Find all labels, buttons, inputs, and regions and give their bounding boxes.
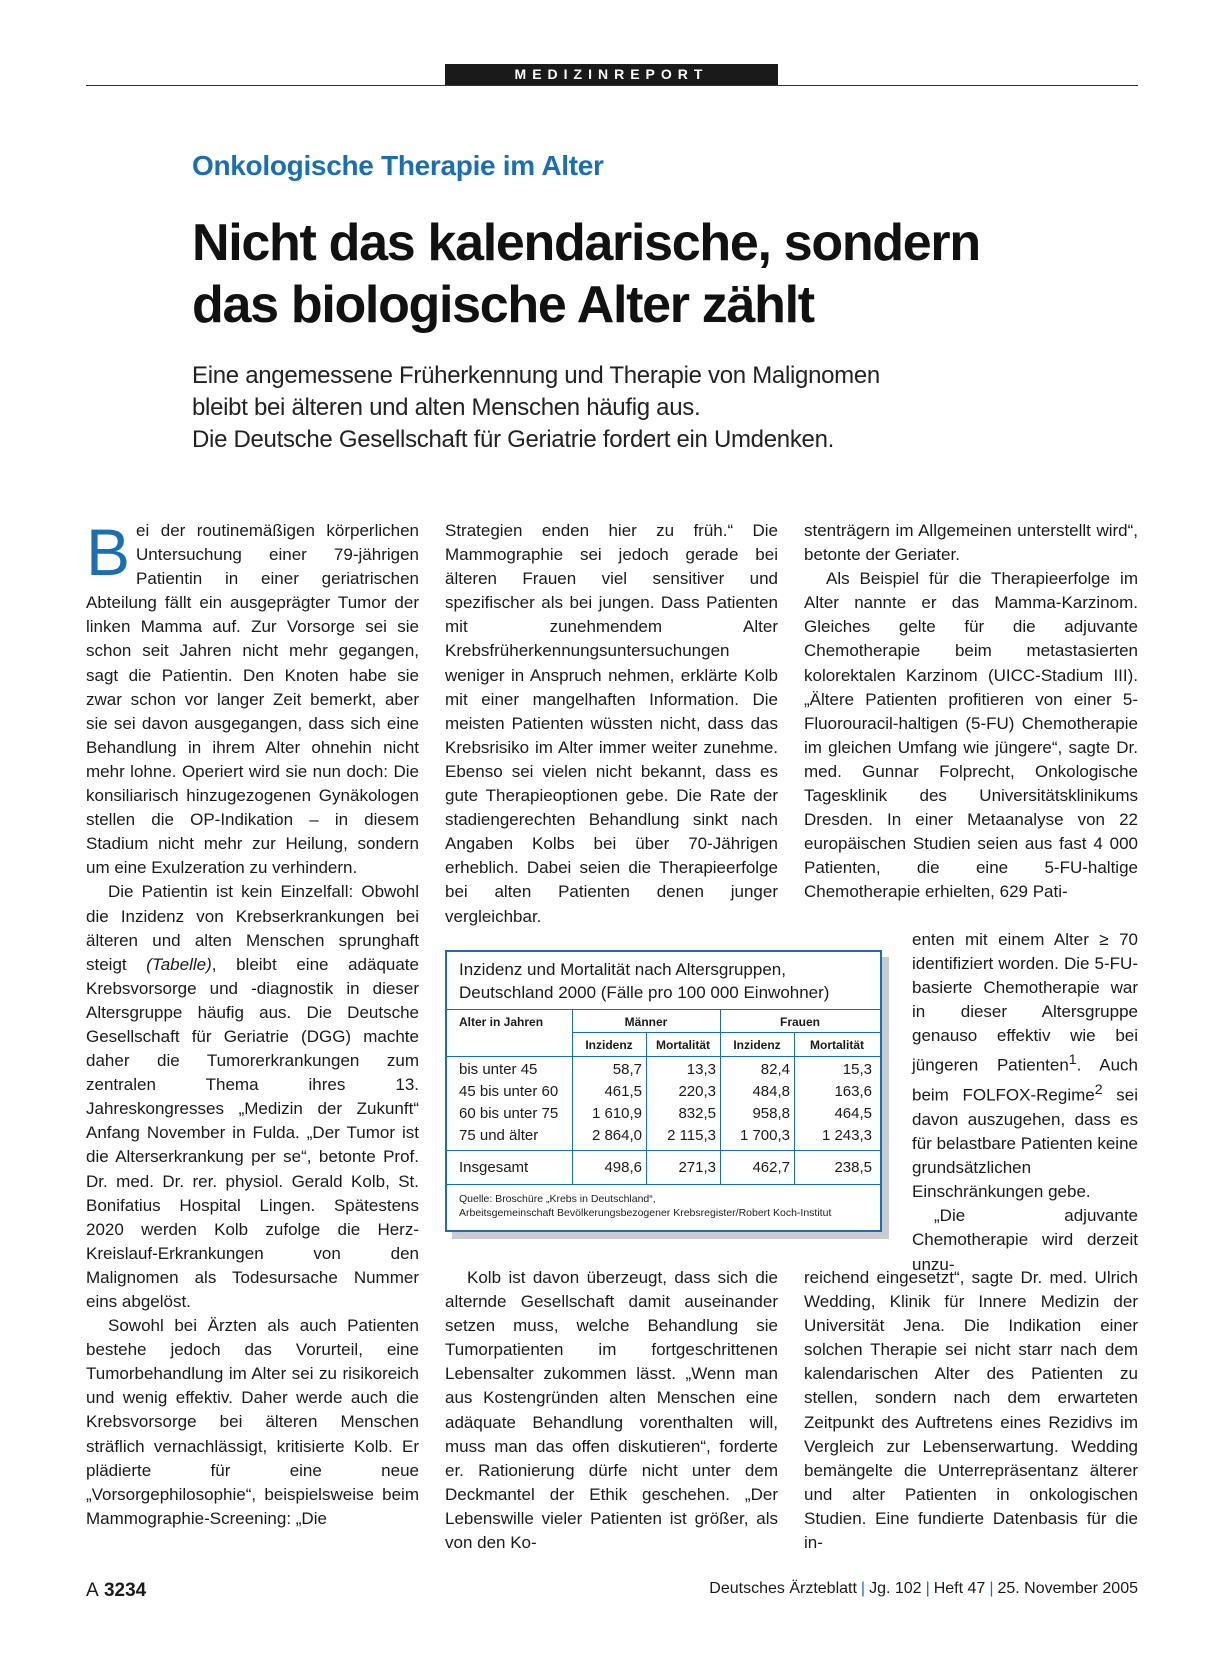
table-row — [447, 1081, 880, 1103]
paragraph-text: Die Patientin ist kein Einzelfall: Obwohl die Inzidenz von Krebserkrankungen bei älteren und alten Menschen sprunghaft steigt — [86, 882, 419, 974]
page-number-value: 3234 — [103, 1580, 147, 1601]
article-kicker: Onkologische Therapie im Alter — [192, 150, 604, 181]
cell-women-mortality: 15,3 — [842, 1061, 872, 1078]
cell-men-mortality: 832,5 — [678, 1105, 716, 1122]
cell-women-incidence: 462,7 — [752, 1159, 790, 1176]
table-reference: (Tabelle) — [146, 954, 212, 974]
paragraph-text: enten mit einem Alter ≥ 70 identifiziert worden. Die 5-FU-basierte Chemotherapie war in dieser Altersgruppe genauso effektiv wie bei jüngeren Patienten — [912, 930, 1138, 1076]
cell-women-mortality: 1 243,3 — [821, 1127, 872, 1144]
deck-line-1: Eine angemessene Früherkennung und Therapie von Malignomen — [192, 362, 880, 389]
paragraph — [912, 928, 1138, 1204]
footer-separator: | — [860, 1580, 866, 1597]
subheader-incidence: Inzidenz — [733, 1038, 781, 1052]
table-row — [447, 1059, 880, 1081]
footer-separator: | — [989, 1580, 994, 1597]
journal-date: 25. November 2005 — [997, 1580, 1138, 1597]
table-source-line-1: Quelle: Broschüre „Krebs in Deutschland“, — [459, 1193, 656, 1205]
paragraph: Sowohl bei Ärzten als auch Patienten bestehe jedoch das Vorurteil, eine Tumorbehandlung im Alter sei zu risikoreich und wenig effektiv. Daher werde auch die Krebsvorsorge bei älteren Menschen sträflich vernachlässigt, kritisierte Kolb. Er plädierte für eine neue „Vorsorgephilosophie“, beispielsweise beim Mammographie-Screening: „Die — [86, 1316, 419, 1528]
cell-women-incidence: 1 700,3 — [739, 1127, 790, 1144]
paragraph: reichend eingesetzt“, sagte Dr. med. Ulrich Wedding, Klinik für Innere Medizin der Universität Jena. Die Indikation einer solchen Therapie sei nicht starr nach dem kalendarischen Alter des Patienten zu stellen, sondern nach dem erwarteten Zeitpunkt des Auftretens eines Rezidivs im Vergleich zur Lebenserwartung. Wedding bemängelte die Unterrepräsentanz älterer und alter Patienten in onkologischen Studien. Eine fundierte Datenbasis für die in- — [804, 1268, 1138, 1553]
row-label: 45 bis unter 60 — [459, 1083, 559, 1100]
table-source-line-2: Arbeitsgemeinschaft Bevölkerungsbezogener Krebsregister/Robert Koch-Institut — [459, 1207, 832, 1219]
paragraph: stenträgern im Allgemeinen unterstellt wird“, betonte der Geriater. — [804, 521, 1138, 565]
cell-women-incidence: 484,8 — [752, 1083, 790, 1100]
col-header-age: Alter in Jahren — [459, 1015, 544, 1029]
table-source — [459, 1192, 874, 1220]
paragraph — [86, 515, 419, 880]
footnote-ref: 1 — [1068, 1052, 1077, 1069]
cell-women-incidence: 958,8 — [752, 1105, 790, 1122]
table-title-line-1: Inzidenz und Mortalität nach Altersgruppen, — [459, 960, 786, 979]
page-number — [86, 1580, 146, 1602]
page-prefix: A — [86, 1580, 99, 1601]
incidence-mortality-table — [445, 950, 882, 1232]
headline-line-2: das biologische Alter zählt — [192, 276, 814, 334]
footnote-ref: 2 — [1094, 1082, 1103, 1099]
paragraph: Strategien enden hier zu früh.“ Die Mammographie sei jedoch gerade bei älteren Frauen viel sensitiver und spezifischer als bei jungen. Dass Patienten mit zunehmendem Alter Krebsfrüherkennungsuntersuchungen weniger in Anspruch nehmen, erklärte Kolb mit einer mangelhaften Information. Die meisten Patienten wüssten nicht, dass das Krebsrisiko im Alter immer weiter zunehme. Ebenso sei vielen nicht bekannt, dass es gute Therapieoptionen gebe. Die Rate der stadiengerechten Behandlung sinkt nach Angaben Kolbs bei über 70-Jährigen erheblich. Dabei seien die Therapieerfolge bei alten Patienten denen junger vergleichbar. — [445, 521, 778, 926]
subheader-incidence: Inzidenz — [585, 1038, 633, 1052]
paragraph-text: ei der routinemäßigen körperlichen Untersuchung einer 79-jährigen Patientin in einer geriatrischen Abteilung fällt ein ausgeprägter Tumor der linken Mamma auf. Zur Vorsorge sei sie schon seit Jahren nicht mehr gegangen, sagt die Patientin. Den Knoten habe sie zwar schon vor langer Zeit bemerkt, aber sie sei davon ausgegangen, dass sich eine Behandlung in ihrem Alter ohnehin nicht mehr lohne. Operiert wird sie nun doch: Die konsiliarisch hinzugezogenen Gynäkologen stellen die OP-Indikation – in diesem Stadium nicht mehr zur Heilung, sondern um eine Exulzeration zu verhindern. — [86, 521, 419, 878]
subheader-mortality: Mortalität — [810, 1038, 864, 1052]
cell-men-mortality: 2 115,3 — [667, 1127, 716, 1144]
cell-women-mortality: 238,5 — [834, 1159, 872, 1176]
top-rule — [86, 85, 1138, 86]
cell-men-incidence: 461,5 — [604, 1083, 642, 1100]
journal-footer — [709, 1580, 1138, 1598]
paragraph: „Die adjuvante Chemotherapie wird derzeit unzu- — [912, 1206, 1138, 1274]
cell-men-incidence: 58,7 — [612, 1061, 642, 1078]
article-headline — [192, 212, 1092, 336]
row-label: Insgesamt — [459, 1159, 529, 1176]
row-label: 60 bis unter 75 — [459, 1105, 559, 1122]
cell-men-incidence: 2 864,0 — [591, 1127, 642, 1144]
subheader-mortality: Mortalität — [656, 1038, 710, 1052]
cell-men-mortality: 220,3 — [678, 1083, 716, 1100]
col-header-women: Frauen — [779, 1015, 820, 1029]
footer-separator: | — [925, 1580, 930, 1597]
row-label: bis unter 45 — [459, 1061, 538, 1078]
journal-volume: Jg. 102 — [869, 1580, 922, 1597]
row-label: 75 und älter — [459, 1127, 539, 1144]
paragraph: Kolb ist davon überzeugt, dass sich die alternde Gesellschaft damit auseinander setzen muss, welche Behandlung sie Tumorpatienten im fortgeschrittenen Lebensalter zukommen lässt. „Wenn man aus Kostengründen alten Menschen eine adäquate Behandlung vorenthalten will, muss man das offen diskutieren“, forderte er. Rationierung dürfe nicht unter dem Deckmantel der Ethik geschehen. „Der Lebenswille vieler Patienten ist größer, als von den Ko- — [445, 1268, 778, 1553]
headline-line-1: Nicht das kalendarische, sondern — [192, 214, 980, 272]
deck-line-2: bleibt bei älteren und alten Menschen häufig aus. — [192, 394, 701, 421]
dropcap: B — [86, 515, 131, 589]
cell-women-mortality: 163,6 — [834, 1083, 872, 1100]
table-row — [447, 1103, 880, 1125]
journal-name: Deutsches Ärzteblatt — [709, 1580, 857, 1597]
table-total-row — [447, 1155, 880, 1181]
cell-men-mortality: 271,3 — [678, 1159, 716, 1176]
paragraph-text: . Auch beim FOLFOX-Regime — [912, 1056, 1138, 1105]
column-2-bottom — [445, 1266, 778, 1555]
column-3-top — [804, 519, 1138, 905]
cell-men-mortality: 13,3 — [686, 1061, 716, 1078]
cell-men-incidence: 498,6 — [604, 1159, 642, 1176]
paragraph: Als Beispiel für die Therapieerfolge im Alter nannte er das Mamma-Karzinom. Gleiches gelte für die adjuvante Chemotherapie beim metastasierten kolorektalen Karzinom (UICC-Stadium III). „Ältere Patienten profitieren von einer 5-Fluorouracil-haltigen (5-FU) Chemotherapie im gleichen Umfang wie jüngere“, sagte Dr. med. Gunnar Folprecht, Onkologische Tagesklinik des Universitätsklinikums Dresden. In einer Metaanalyse von 22 europäischen Studien seien aus fast 4 000 Patienten, die eine 5-FU-haltige Chemotherapie erhielten, 629 Pati- — [804, 569, 1138, 902]
article-deck — [192, 360, 952, 456]
paragraph-text: , bleibt eine adäquate Krebsvorsorge und -diagnostik in dieser Altersgruppe häufig aus. Die Deutsche Gesellschaft für Geriatrie (DGG) machte daher die Tumorerkrankungen zum zentralen Thema ihres 13. Jahreskongresses „Medizin der Zukunft“ Anfang November in Fulda. „Der Tumor ist die Alterserkrankung per se“, betonte Prof. Dr. med. Dr. rer. physiol. Gerald Kolb, St. Bonifatius Hospital Lingen. Spätestens 2020 werden Kolb zufolge die Herz-Kreislauf-Erkrankungen von den Malignomen als Todesursache Nummer eins abgelöst. — [86, 954, 419, 1311]
cell-men-incidence: 1 610,9 — [591, 1105, 642, 1122]
deck-line-3: Die Deutsche Gesellschaft für Geriatrie fordert ein Umdenken. — [192, 426, 834, 453]
cell-women-mortality: 464,5 — [834, 1105, 872, 1122]
section-label: MEDIZINREPORT — [445, 64, 778, 85]
paragraph — [86, 880, 419, 1314]
journal-issue: Heft 47 — [933, 1580, 986, 1597]
paragraph-text: sei davon auszugehen, dass es für belastbare Patienten keine grundsätzlichen Einschränkungen gebe. — [912, 1085, 1138, 1202]
table-title — [459, 958, 874, 1004]
column-2-top — [445, 519, 778, 929]
cell-women-incidence: 82,4 — [760, 1061, 790, 1078]
column-1 — [86, 515, 419, 1531]
table-row — [447, 1125, 880, 1147]
col-header-men: Männer — [624, 1015, 668, 1029]
column-3-bottom — [804, 1266, 1138, 1555]
table-title-line-2: Deutschland 2000 (Fälle pro 100 000 Einwohner) — [459, 983, 830, 1002]
column-3-middle — [912, 928, 1138, 1277]
